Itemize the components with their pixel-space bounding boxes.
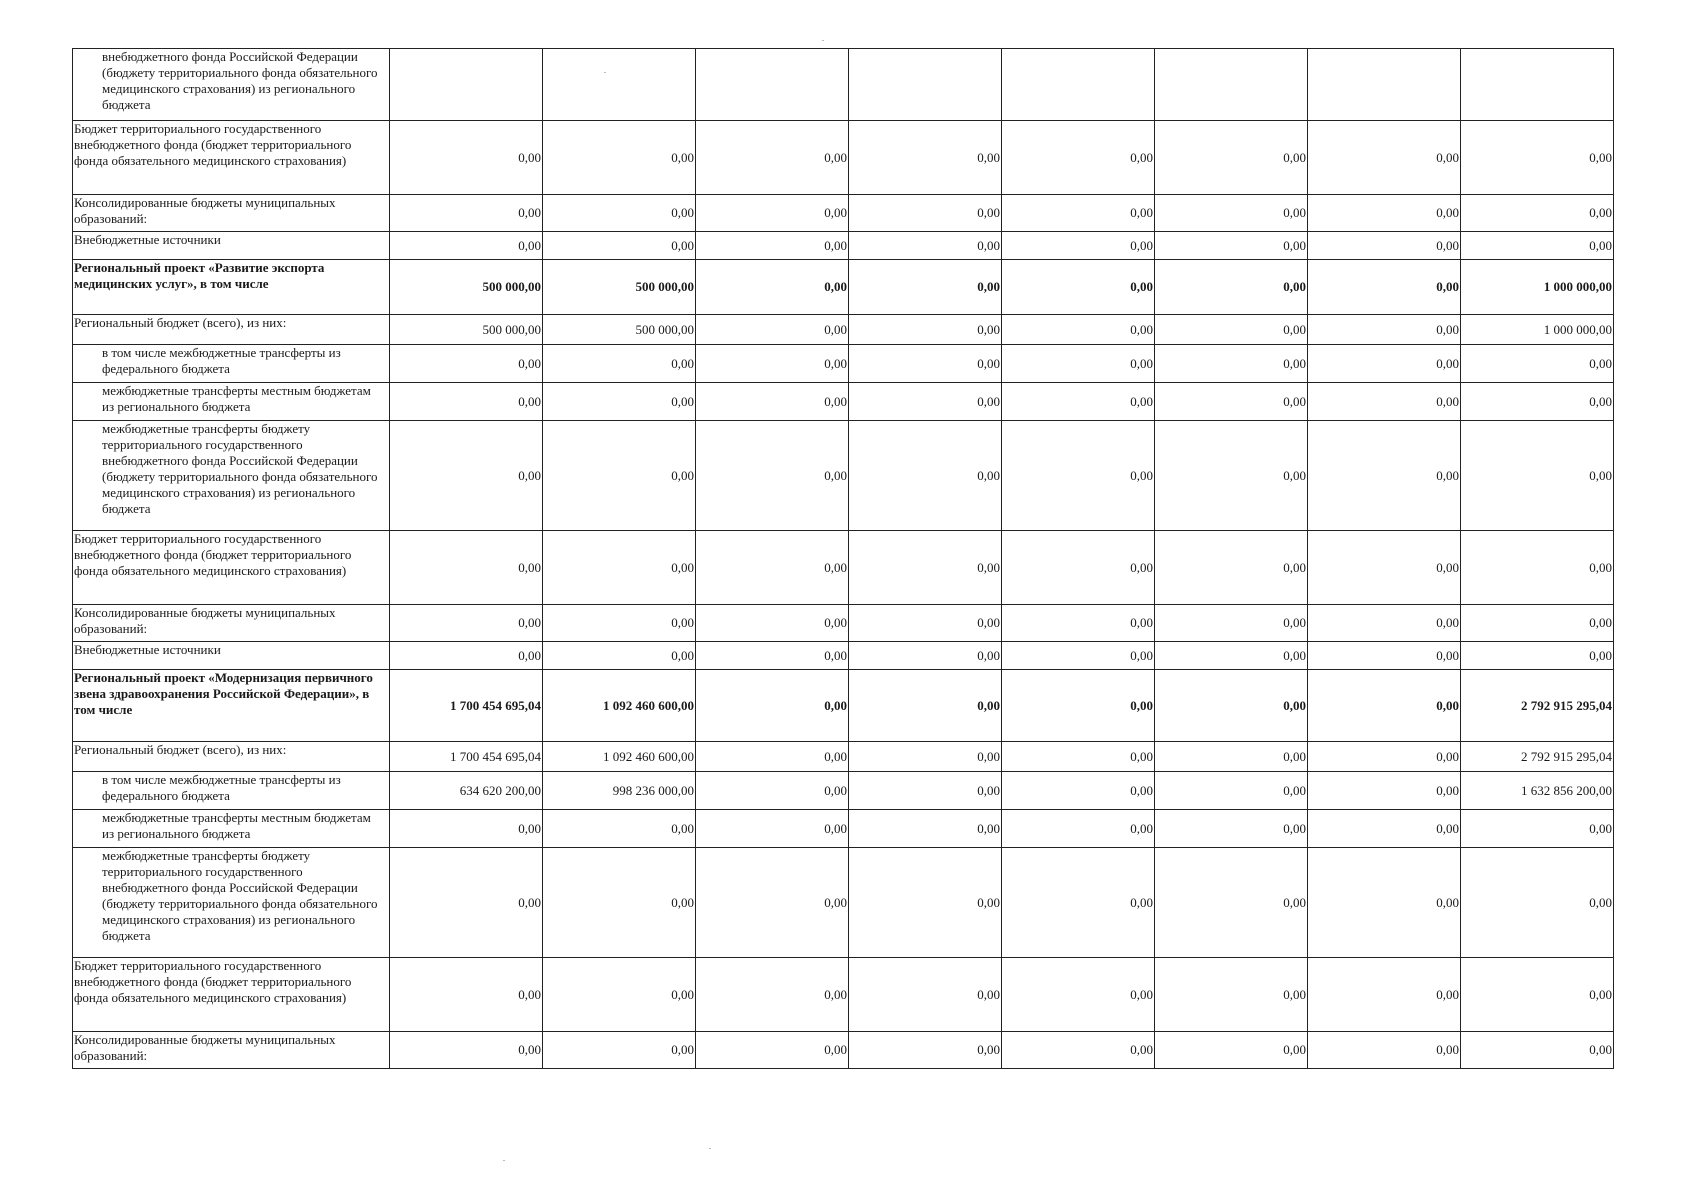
value-cell: 0,00 <box>1461 121 1614 195</box>
value-cell: 0,00 <box>1002 642 1155 670</box>
row-label: Региональный проект «Модернизация первичного звена здравоохранения Российской Федерации», в том числе <box>73 670 390 742</box>
value-cell: 0,00 <box>543 195 696 232</box>
row-label: Внебюджетные источники <box>73 232 390 260</box>
value-cell: 0,00 <box>390 345 543 383</box>
value-cell: 0,00 <box>849 531 1002 605</box>
value-cell: 500 000,00 <box>390 315 543 345</box>
row-label: Бюджет территориального государственного внебюджетного фонда (бюджет территориального фонда обязательного медицинского страхования) <box>73 531 390 605</box>
row-label: Консолидированные бюджеты муниципальных образований: <box>73 605 390 642</box>
value-cell: 0,00 <box>696 605 849 642</box>
row-label: Консолидированные бюджеты муниципальных образований: <box>73 195 390 232</box>
value-cell: 0,00 <box>1155 383 1308 421</box>
value-cell: 0,00 <box>849 315 1002 345</box>
value-cell: 0,00 <box>543 531 696 605</box>
value-cell: 0,00 <box>543 605 696 642</box>
table-row <box>73 232 1614 260</box>
value-cell: 0,00 <box>696 195 849 232</box>
value-cell: 0,00 <box>1461 531 1614 605</box>
value-cell: 0,00 <box>1308 345 1461 383</box>
value-cell: 0,00 <box>543 1032 696 1069</box>
value-cell: 0,00 <box>1002 670 1155 742</box>
row-label: Региональный бюджет (всего), из них: <box>73 742 390 772</box>
row-label: межбюджетные трансферты местным бюджетам из регионального бюджета <box>73 810 390 848</box>
value-cell: 998 236 000,00 <box>543 772 696 810</box>
value-cell: 0,00 <box>1155 742 1308 772</box>
value-cell: 0,00 <box>1308 742 1461 772</box>
value-cell: 0,00 <box>849 260 1002 315</box>
value-cell: 0,00 <box>849 383 1002 421</box>
value-cell: 0,00 <box>1461 848 1614 958</box>
value-cell: 0,00 <box>849 958 1002 1032</box>
value-cell: 0,00 <box>1002 121 1155 195</box>
value-cell: 500 000,00 <box>543 315 696 345</box>
row-label: межбюджетные трансферты бюджету территориального государственного внебюджетного фонда Российской Федерации (бюджету территориального фонда обязательного медицинского страхования) из регионального бюджета <box>73 421 390 531</box>
value-cell: 0,00 <box>1155 810 1308 848</box>
row-label: в том числе межбюджетные трансферты из федерального бюджета <box>73 772 390 810</box>
value-cell: 0,00 <box>1461 810 1614 848</box>
value-cell: 1 632 856 200,00 <box>1461 772 1614 810</box>
value-cell: 0,00 <box>1002 772 1155 810</box>
value-cell: 0,00 <box>849 421 1002 531</box>
value-cell: 0,00 <box>1308 772 1461 810</box>
value-cell: 0,00 <box>1155 531 1308 605</box>
value-cell: 0,00 <box>1308 810 1461 848</box>
table-row <box>73 670 1614 742</box>
value-cell: 0,00 <box>696 531 849 605</box>
value-cell <box>543 49 696 121</box>
row-label: Региональный бюджет (всего), из них: <box>73 315 390 345</box>
value-cell: 0,00 <box>1002 421 1155 531</box>
value-cell: 0,00 <box>1155 315 1308 345</box>
table-row <box>73 848 1614 958</box>
value-cell: 0,00 <box>1155 772 1308 810</box>
value-cell: 0,00 <box>1308 605 1461 642</box>
row-label: межбюджетные трансферты бюджету территориального государственного внебюджетного фонда Российской Федерации (бюджету территориального фонда обязательного медицинского страхования) из регионального бюджета <box>73 848 390 958</box>
value-cell: 0,00 <box>849 605 1002 642</box>
value-cell: 0,00 <box>543 848 696 958</box>
value-cell: 0,00 <box>543 232 696 260</box>
value-cell: 0,00 <box>543 383 696 421</box>
row-label: в том числе межбюджетные трансферты из федерального бюджета <box>73 345 390 383</box>
table-row <box>73 742 1614 772</box>
value-cell: 0,00 <box>1155 421 1308 531</box>
value-cell: 0,00 <box>1308 642 1461 670</box>
value-cell: 0,00 <box>1155 195 1308 232</box>
value-cell: 0,00 <box>390 1032 543 1069</box>
value-cell: 0,00 <box>1461 958 1614 1032</box>
value-cell: 0,00 <box>543 810 696 848</box>
value-cell <box>1155 49 1308 121</box>
value-cell: 0,00 <box>1308 421 1461 531</box>
value-cell: 0,00 <box>390 383 543 421</box>
value-cell: 0,00 <box>1308 531 1461 605</box>
row-label: Региональный проект «Развитие экспорта медицинских услуг», в том числе <box>73 260 390 315</box>
value-cell: 2 792 915 295,04 <box>1461 670 1614 742</box>
value-cell: 0,00 <box>696 772 849 810</box>
value-cell: 0,00 <box>849 232 1002 260</box>
value-cell: 0,00 <box>1155 642 1308 670</box>
scan-speck <box>604 72 606 73</box>
value-cell: 0,00 <box>390 421 543 531</box>
row-label: Бюджет территориального государственного внебюджетного фонда (бюджет территориального фонда обязательного медицинского страхования) <box>73 958 390 1032</box>
value-cell: 0,00 <box>1002 345 1155 383</box>
value-cell: 0,00 <box>1461 383 1614 421</box>
row-label: межбюджетные трансферты местным бюджетам из регионального бюджета <box>73 383 390 421</box>
value-cell: 0,00 <box>696 345 849 383</box>
value-cell: 0,00 <box>390 848 543 958</box>
table-row <box>73 958 1614 1032</box>
value-cell: 0,00 <box>1308 121 1461 195</box>
value-cell: 0,00 <box>543 958 696 1032</box>
value-cell: 0,00 <box>1461 421 1614 531</box>
value-cell: 0,00 <box>696 421 849 531</box>
value-cell: 0,00 <box>1155 121 1308 195</box>
value-cell: 0,00 <box>390 642 543 670</box>
value-cell: 0,00 <box>1002 958 1155 1032</box>
value-cell: 0,00 <box>696 1032 849 1069</box>
table-row <box>73 642 1614 670</box>
table-row <box>73 121 1614 195</box>
table-row <box>73 383 1614 421</box>
value-cell <box>849 49 1002 121</box>
table-row <box>73 810 1614 848</box>
value-cell: 0,00 <box>849 345 1002 383</box>
table-body <box>73 49 1614 1069</box>
scan-speck <box>822 40 824 41</box>
value-cell: 0,00 <box>1461 232 1614 260</box>
value-cell: 0,00 <box>543 421 696 531</box>
value-cell: 0,00 <box>849 772 1002 810</box>
value-cell: 0,00 <box>1461 345 1614 383</box>
value-cell: 0,00 <box>543 345 696 383</box>
value-cell: 0,00 <box>1155 958 1308 1032</box>
table-row <box>73 421 1614 531</box>
value-cell: 0,00 <box>849 1032 1002 1069</box>
value-cell: 0,00 <box>849 121 1002 195</box>
table-row <box>73 49 1614 121</box>
value-cell: 0,00 <box>1308 383 1461 421</box>
value-cell: 0,00 <box>849 848 1002 958</box>
value-cell: 0,00 <box>1155 345 1308 383</box>
table-row <box>73 605 1614 642</box>
value-cell <box>696 49 849 121</box>
value-cell: 0,00 <box>543 642 696 670</box>
value-cell: 2 792 915 295,04 <box>1461 742 1614 772</box>
value-cell <box>390 49 543 121</box>
value-cell: 0,00 <box>696 232 849 260</box>
value-cell: 0,00 <box>1461 1032 1614 1069</box>
value-cell: 0,00 <box>849 195 1002 232</box>
value-cell: 0,00 <box>1155 260 1308 315</box>
value-cell: 0,00 <box>696 848 849 958</box>
value-cell: 0,00 <box>390 958 543 1032</box>
value-cell: 0,00 <box>1308 670 1461 742</box>
value-cell: 0,00 <box>1155 848 1308 958</box>
value-cell: 0,00 <box>390 232 543 260</box>
value-cell: 0,00 <box>1002 232 1155 260</box>
value-cell: 0,00 <box>1155 605 1308 642</box>
value-cell: 0,00 <box>1308 958 1461 1032</box>
value-cell: 0,00 <box>1308 848 1461 958</box>
value-cell: 0,00 <box>543 121 696 195</box>
value-cell: 1 092 460 600,00 <box>543 742 696 772</box>
value-cell: 0,00 <box>390 531 543 605</box>
value-cell: 1 000 000,00 <box>1461 315 1614 345</box>
value-cell: 0,00 <box>696 121 849 195</box>
value-cell: 0,00 <box>696 810 849 848</box>
value-cell: 0,00 <box>390 810 543 848</box>
value-cell: 1 700 454 695,04 <box>390 670 543 742</box>
value-cell: 0,00 <box>1461 195 1614 232</box>
row-label: Внебюджетные источники <box>73 642 390 670</box>
value-cell: 0,00 <box>1308 232 1461 260</box>
value-cell: 0,00 <box>1002 195 1155 232</box>
scan-speck <box>503 1160 505 1161</box>
value-cell: 0,00 <box>1002 742 1155 772</box>
value-cell: 0,00 <box>1461 605 1614 642</box>
value-cell: 0,00 <box>1002 383 1155 421</box>
value-cell: 0,00 <box>1002 1032 1155 1069</box>
value-cell: 0,00 <box>390 195 543 232</box>
budget-table <box>72 48 1614 1069</box>
value-cell: 1 092 460 600,00 <box>543 670 696 742</box>
value-cell <box>1308 49 1461 121</box>
row-label: Бюджет территориального государственного внебюджетного фонда (бюджет территориального фонда обязательного медицинского страхования) <box>73 121 390 195</box>
value-cell: 0,00 <box>849 642 1002 670</box>
value-cell: 0,00 <box>696 742 849 772</box>
value-cell: 0,00 <box>1155 232 1308 260</box>
value-cell: 0,00 <box>1308 315 1461 345</box>
value-cell: 0,00 <box>1308 1032 1461 1069</box>
table-row <box>73 345 1614 383</box>
value-cell: 1 700 454 695,04 <box>390 742 543 772</box>
value-cell <box>1461 49 1614 121</box>
table-row <box>73 315 1614 345</box>
value-cell: 0,00 <box>696 958 849 1032</box>
value-cell: 0,00 <box>696 642 849 670</box>
value-cell: 1 000 000,00 <box>1461 260 1614 315</box>
value-cell: 0,00 <box>849 810 1002 848</box>
value-cell: 0,00 <box>1308 195 1461 232</box>
value-cell: 500 000,00 <box>390 260 543 315</box>
value-cell: 0,00 <box>1002 810 1155 848</box>
table-row <box>73 195 1614 232</box>
value-cell: 0,00 <box>1461 642 1614 670</box>
value-cell: 0,00 <box>696 315 849 345</box>
value-cell: 0,00 <box>1155 1032 1308 1069</box>
value-cell: 0,00 <box>1002 848 1155 958</box>
table-row <box>73 772 1614 810</box>
value-cell: 0,00 <box>1002 260 1155 315</box>
table-row <box>73 1032 1614 1069</box>
value-cell: 0,00 <box>1002 531 1155 605</box>
value-cell: 0,00 <box>1308 260 1461 315</box>
value-cell: 0,00 <box>390 605 543 642</box>
value-cell: 0,00 <box>696 260 849 315</box>
value-cell: 0,00 <box>696 670 849 742</box>
value-cell: 0,00 <box>849 670 1002 742</box>
scan-speck <box>709 1148 711 1149</box>
value-cell: 634 620 200,00 <box>390 772 543 810</box>
value-cell: 0,00 <box>849 742 1002 772</box>
row-label: внебюджетного фонда Российской Федерации (бюджету территориального фонда обязательного медицинского страхования) из регионального бюджета <box>73 49 390 121</box>
value-cell <box>1002 49 1155 121</box>
value-cell: 0,00 <box>1002 315 1155 345</box>
value-cell: 500 000,00 <box>543 260 696 315</box>
row-label: Консолидированные бюджеты муниципальных образований: <box>73 1032 390 1069</box>
table-row <box>73 260 1614 315</box>
table-row <box>73 531 1614 605</box>
value-cell: 0,00 <box>1002 605 1155 642</box>
value-cell: 0,00 <box>696 383 849 421</box>
value-cell: 0,00 <box>390 121 543 195</box>
value-cell: 0,00 <box>1155 670 1308 742</box>
